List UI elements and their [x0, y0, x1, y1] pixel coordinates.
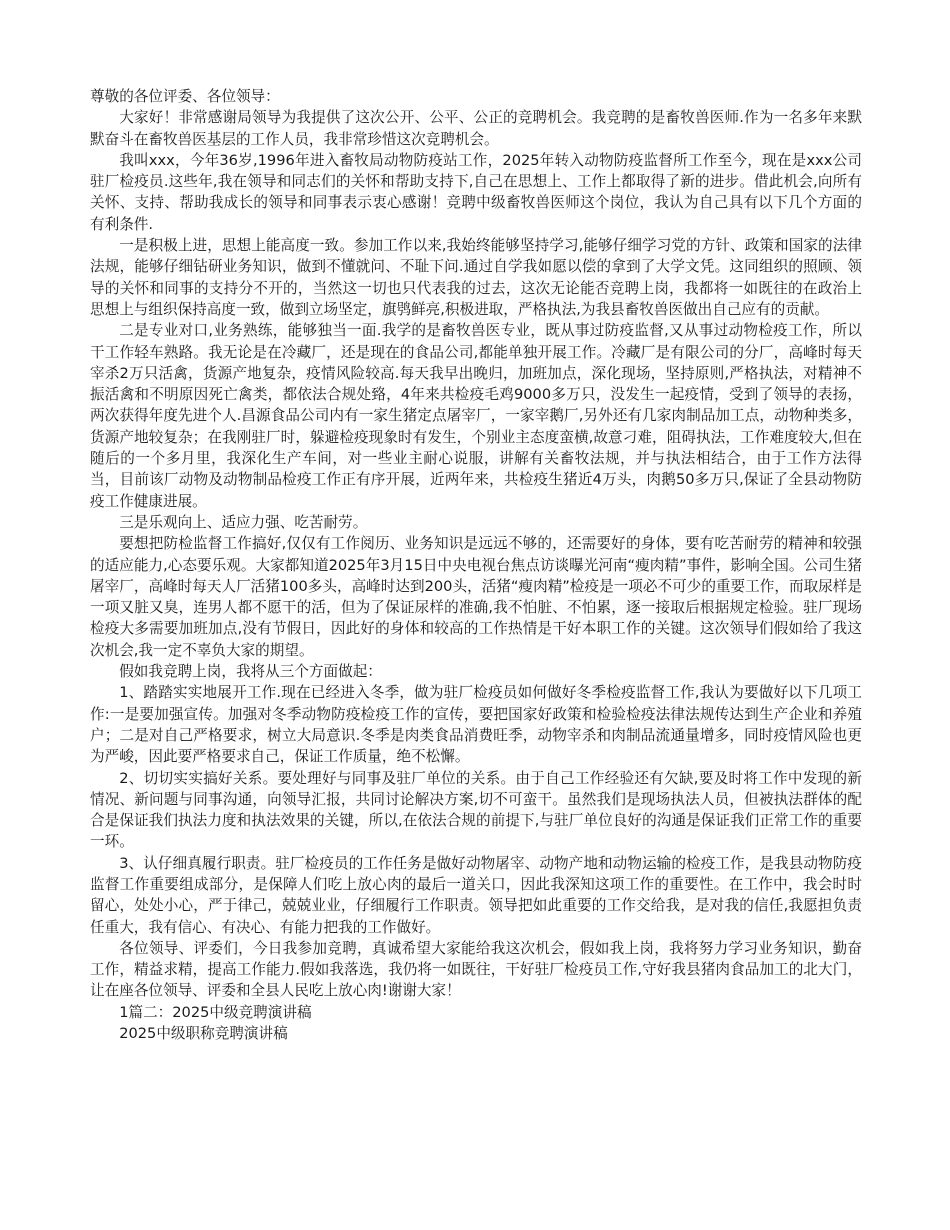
paragraph-self-introduction: 我叫xxx，今年36岁,1996年进入畜牧局动物防疫站工作，2025年转入动物防疫监督所工作至今，现在是xxx公司驻厂检疫员.这些年,我在领导和同志们的关怀和帮助支持下,自己在思想上、工作上都取得了新的进步。借此机会,向所有关怀、支持、帮助我成长的领导和同事表示衷心感谢！竞聘中级畜牧兽医师这个岗位，我认为自己具有以下几个方面的有利条件. [90, 151, 862, 233]
paragraph-plan-intro: 假如我竞聘上岗，我将从三个方面做起： [119, 663, 382, 681]
paragraph-plan-item-2: 2、切切实实搞好关系。要处理好与同事及驻厂单位的关系。由于自己工作经验还有欠缺,要及时将工作中发现的新情况、新问题与同事沟通，向领导汇报，共同讨论解决方案,切不可蛮干。虽然我们是现场执法人员，但被执法群体的配合是保证我们执法力度和执法效果的关键，所以,在依法合规的前提下,与驻厂单位良好的沟通是保证我们正常工作的重要一环。 [90, 769, 862, 851]
paragraph-point-one: 一是积极上进，思想上能高度一致。参加工作以来,我始终能够坚持学习,能够仔细学习党的方针、政策和国家的法律法规，能够仔细钻研业务知识，做到不懂就问、不耻下问.通过自学我如愿以偿的拿到了大学文凭。这同组织的照顾、领导的关怀和同事的支持分不开的，当然这一切也只代表我的过去，这次无论能否竞聘上岗，我都将一如既往的在政治上思想上与组织保持高度一致，做到立场坚定，旗鸮鲜亮,积极进取，严格执法,为我县畜牧兽医做出自己应有的贡献。 [90, 237, 862, 318]
paragraph-point-three-heading: 三是乐观向上、适应力强、吃苦耐劳。 [119, 513, 368, 531]
paragraph-point-three: 要想把防检监督工作搞好,仅仅有工作阅历、业务知识是远远不够的，还需要好的身体，要有吃苦耐劳的精神和较强的适应能力,心态要乐观。大家都知道2025年3月15日中央电视台焦点访谈曝光河南“瘦肉精”事件，影响全国。公司生猪屠宰厂，高峰时每天人厂活猪100多头，高峰时达到200头，活猪“瘦肉精”检疫是一项必不可少的重要工作，而取尿样是一项又脏又臭，连男人都不愿干的活，但为了保证尿样的准确,我不怕脏、不怕累，逐一接取后根据规定检验。驻厂现场检疫大多需要加班加点,没有节假日，因此好的身体和较高的工作热情是干好本职工作的关键。这次领导们假如给了我这次机会,我一定不辜负大家的期望。 [90, 535, 862, 659]
paragraph-plan-item-3: 3、认仔细真履行职责。驻厂检疫员的工作任务是做好动物屠宰、动物产地和动物运输的检疫工作，是我县动物防疫监督工作重要组成部分，是保障人们吃上放心肉的最后一道关口，因此我深知这项工作的重要性。在工作中，我会时时留心，处处小心，严于律己，兢兢业业，仔细履行工作职责。领导把如此重要的工作交给我，是对我的信任,我愿担负责任重大，我有信心、有决心、有能力把我的工作做好。 [90, 854, 862, 936]
paragraph-section-two-subtitle: 2025中级职称竞聘演讲稿 [119, 1025, 288, 1043]
salutation: 尊敬的各位评委、各位领导： [90, 88, 280, 105]
document-body [90, 86, 862, 1044]
paragraph-section-two-title: 1篇二：2025中级竞聘演讲稿 [119, 1003, 312, 1021]
paragraph-greeting: 大家好！非常感谢局领导为我提供了这次公开、公平、公正的竞聘机会。我竞聘的是畜牧兽医师.作为一名多年来默默奋斗在畜牧兽医基层的工作人员，我非常珍惜这次竞聘机会。 [90, 109, 862, 148]
paragraph-point-two: 二是专业对口,业务熟练，能够独当一面.我学的是畜牧兽医专业，既从事过防疫监督,又从事过动物检疫工作，所以干工作轻车熟路。我无论是在冷藏厂，还是现在的食品公司,都能单独开展工作。冷藏厂是有限公司的分厂，高峰时每天宰杀2万只活禽，货源产地复杂，疫情风险较高.每天我早出晚归，加班加点，深化现场，坚持原则,严格执法，对精神不振活禽和不明原因死亡禽类，都依法合规处臵，4年来共检疫毛鸡9000多万只，没发生一起疫情，受到了领导的表扬，两次获得年度先进个人.昌源食品公司内有一家生猪定点屠宰厂，一家宰鹅厂,另外还有几家肉制品加工点，动物种类多，货源产地较复杂；在我刚驻厂时，躲避检疫现象时有发生，个别业主态度蛮横,故意刁难，阻碍执法，工作难度较大,但在随后的一个多月里，我深化生产车间，对一些业主耐心说服，讲解有关畜牧法规，并与执法相结合，由于工作方法得当，目前该厂动物及动物制品检疫工作正有序开展，近两年来，共检疫生猪近4万头，肉鹅50多万只,保证了全县动物防疫工作健康进展。 [90, 322, 862, 510]
paragraph-closing: 各位领导、评委们，今日我参加竞聘，真诚希望大家能给我这次机会，假如我上岗，我将努力学习业务知识，勤奋工作，精益求精，提高工作能力.假如我落选，我仍将一如既往，干好驻厂检疫员工作,守好我县猪肉食品加工的北大门，让在座各位领导、评委和全县人民吃上放心肉!谢谢大家！ [90, 939, 862, 1000]
paragraph-plan-item-1: 1、踏踏实实地展开工作.现在已经进入冬季，做为驻厂检疫员如何做好冬季检疫监督工作,我认为要做好以下几项工作:一是要加强宣传。加强对冬季动物防疫检疫工作的宣传，要把国家好政策和检验检疫法律法规传达到生产企业和养殖户；二是对自己严格要求，树立大局意识.冬季是肉类食品消费旺季，动物宰杀和肉制品流通量增多，同时疫情风险也更为严峻，因此要严格要求自己，保证工作质量，绝不松懈。 [90, 684, 862, 766]
